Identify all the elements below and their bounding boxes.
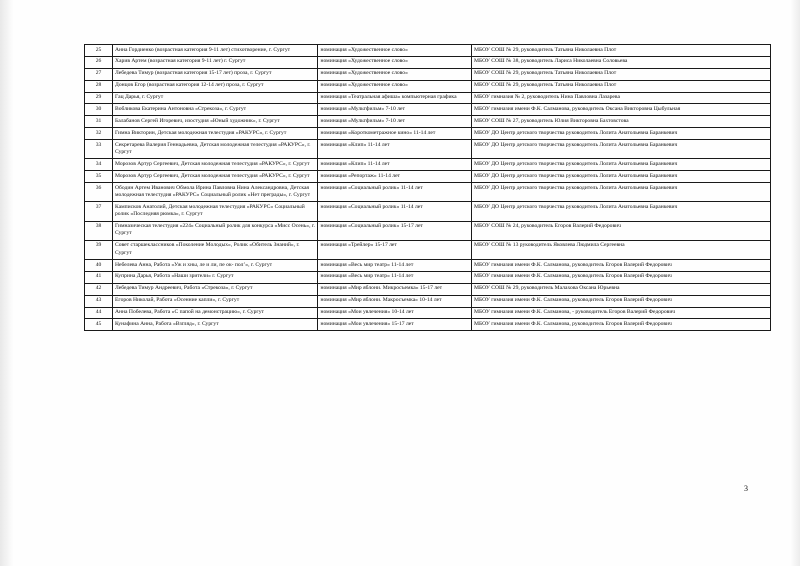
organization-cell: МБОУ ДО Центр детского творчества руководитель Лолита Анатольевна Баранкевич [471,202,771,221]
row-number: 34 [85,159,113,171]
nomination-cell: номинация «Клип» 11-14 лет [318,140,472,159]
participant-name-cell: Морозов Артур Сергеевич, Детская молодежная телестудия «РАКУРС», г. Сургут [112,171,318,183]
participant-name-cell: Ободин Артем Иванович Обмола Ирина Павловна Нина Александровна, Детская молодежная телестудия «РАКУРС» Социальный ролик «Нет преграды», г. Сургут [112,183,318,202]
row-number: 25 [85,45,113,57]
table-row [85,140,771,159]
table-row [85,128,771,140]
participant-name-cell: Гац Дарья, г. Сургут [112,92,318,104]
table-row [85,183,771,202]
participant-name-cell: Егоров Николай, Работа «Осенние капли», г. Сургут [112,295,318,307]
nomination-cell: номинация «Репортаж» 11-14 лет [318,171,472,183]
table-row [85,240,771,259]
organization-cell: МБОУ ДО Центр детского творчества руководитель Лолита Анатольевна Баранкевич [471,140,771,159]
organization-cell: МБОУ СОШ № 29, руководитель Татьяна Николаевна Плот [471,45,771,57]
row-number: 27 [85,68,113,80]
participants-table [84,44,771,331]
table-row [85,92,771,104]
participant-name-cell: Балабанов Сергей Игоревич, изостудия «Юный художник», г. Сургут [112,116,318,128]
row-number: 44 [85,307,113,319]
row-number: 31 [85,116,113,128]
table-row [85,159,771,171]
nomination-cell: номинация «Театральная афиша» компьютерная графика [318,92,472,104]
nomination-cell: номинация «Мультфильм» 7-10 лет [318,116,472,128]
row-number: 41 [85,271,113,283]
table-row [85,260,771,272]
table-row [85,171,771,183]
participant-name-cell: Харив Артем (возрастная категория 9-11 лет) г. Сургут [112,56,318,68]
table-row [85,295,771,307]
row-number: 29 [85,92,113,104]
row-number: 26 [85,56,113,68]
participant-name-cell: Анна Побелева, Работа «С папой на демонстрацию», г. Сургут [112,307,318,319]
nomination-cell: номинация «Весь мир театр» 11-14 лет [318,271,472,283]
page-number: 3 [744,484,748,493]
organization-cell: МБОУ СОШ № 29, руководитель Малахова Оксана Юрьевна [471,283,771,295]
organization-cell: МБОУ ДО Центр детского творчества руководитель Лолита Анатольевна Баранкевич [471,128,771,140]
participant-name-cell: Куприна Дарья, Работа «Наши зрители» г. Сургут [112,271,318,283]
nomination-cell: номинация «Короткометражное кино» 11-14 лет [318,128,472,140]
participant-name-cell: Донцов Егор (возрастная категория 12-14 лет) проза, г. Сургут [112,80,318,92]
nomination-cell: номинация «Мои увлечения» 10-14 лет [318,307,472,319]
nomination-cell: номинация «Художественное слово» [318,45,472,57]
participant-name-cell: Гимназическая телестудия «224» Социальный ролик для конкурса «Мисс Осень», г. Сургут [112,221,318,240]
organization-cell: МБОУ гимназия имени Ф.К. Салманова, - руководитель Егоров Валерий Федорович [471,307,771,319]
organization-cell: МБОУ гимназия имени Ф.К. Салманова, руководитель Егоров Валерий Федорович [471,271,771,283]
participant-name-cell: Вобликова Екатерина Антоновна «Стрекоза», г. Сургут [112,104,318,116]
table-row [85,104,771,116]
table-row [85,80,771,92]
table-row [85,221,771,240]
organization-cell: МБОУ гимназия имени Ф.К. Салманова, руководитель Оксана Викторовна Цыбульная [471,104,771,116]
organization-cell: МБОУ гимназия имени Ф.К. Салманова, руководитель Егоров Валерий Федорович [471,260,771,272]
row-number: 28 [85,80,113,92]
organization-cell: МБОУ СОШ № 24, руководитель Егоров Валерий Федорович [471,221,771,240]
table-row [85,307,771,319]
organization-cell: МБОУ гимназия имени Ф.К. Салманова, руководитель Егоров Валерий Федорович [471,319,771,331]
participant-name-cell: Небелева Анна, Работа «Уж и хны, ле и ли, пе ок- пол’», г. Сургут [112,260,318,272]
participant-name-cell: Секретарева Валерия Геннадьевна, Детская молодежная телестудия «РАКУРС», г. Сургут [112,140,318,159]
nomination-cell: номинация «Трейлер» 15-17 лет [318,240,472,259]
organization-cell: МБОУ СОШ № 38, руководитель Лариса Николаевна Соловьева [471,56,771,68]
nomination-cell: номинация «Социальный ролик» 15-17 лет [318,221,472,240]
participant-name-cell: Кунафина Анна, Работа «Взгляд», г. Сургут [112,319,318,331]
organization-cell: МБОУ СОШ № 29, руководитель Татьяна Николаевна Плот [471,68,771,80]
nomination-cell: номинация «Художественное слово» [318,56,472,68]
organization-cell: МБОУ ДО Центр детского творчества руководитель Лолита Анатольевна Баранкевич [471,183,771,202]
participant-name-cell: Камписков Анатолий, Детская молодежная телестудия «РАКУРС» Социальный ролик «Последняя рюмка», г. Сургут [112,202,318,221]
table-row [85,68,771,80]
page-edge-shadow-right [790,0,800,566]
row-number: 37 [85,202,113,221]
table-row [85,283,771,295]
participant-name-cell: Анна Гордиенко (возрастная категория 9-11 лет) стихотворение, г. Сургут [112,45,318,57]
row-number: 42 [85,283,113,295]
nomination-cell: номинация «Клип» 11-14 лет [318,159,472,171]
nomination-cell: номинация «Социальный ролик» 11-14 лет [318,183,472,202]
row-number: 40 [85,260,113,272]
nomination-cell: номинация «Мультфильм» 7-10 лет [318,104,472,116]
organization-cell: МБОУ ДО Центр детского творчества руководитель Лолита Анатольевна Баранкевич [471,159,771,171]
row-number: 33 [85,140,113,159]
table-row [85,56,771,68]
table-row [85,45,771,57]
organization-cell: МБОУ ДО Центр детского творчества руководитель Лолита Анатольевна Баранкевич [471,171,771,183]
row-number: 32 [85,128,113,140]
nomination-cell: номинация «Весь мир театр» 11-14 лет [318,260,472,272]
participant-name-cell: Лебедева Тимур Андреевич, Работа «Стрекоза», г. Сургут [112,283,318,295]
participant-name-cell: Совет старшеклассников «Поколение Молодых», Ролик «Обитель Знаний», г. Сургут [112,240,318,259]
nomination-cell: номинация «Мир яблони. Микросъемка» 15-17 лет [318,283,472,295]
organization-cell: МБОУ гимназия имени Ф.К. Салманова, руководитель Егоров Валерий Федорович [471,295,771,307]
table-row [85,202,771,221]
organization-cell: МБОУ гимназия № 2, руководитель Нина Павловна Лазарева [471,92,771,104]
participant-name-cell: Лебедева Тимур (возрастная категория 15-17 лет) проза, г. Сургут [112,68,318,80]
row-number: 38 [85,221,113,240]
table-row [85,116,771,128]
row-number: 43 [85,295,113,307]
organization-cell: МБОУ СОШ № 27, руководитель Юлия Викторовна Бахтовстова [471,116,771,128]
organization-cell: МБОУ СОШ № 13 руководитель Яковлева Людмила Сергеевна [471,240,771,259]
row-number: 30 [85,104,113,116]
page-edge-shadow-left [0,0,14,566]
row-number: 36 [85,183,113,202]
participant-name-cell: Морозов Артур Сергеевич, Детская молодежная телестудия «РАКУРС», г. Сургут [112,159,318,171]
row-number: 39 [85,240,113,259]
nomination-cell: номинация «Мир яблони. Макросъемка» 10-14 лет [318,295,472,307]
row-number: 45 [85,319,113,331]
nomination-cell: номинация «Художественное слово» [318,80,472,92]
nomination-cell: номинация «Художественное слово» [318,68,472,80]
table-row [85,319,771,331]
nomination-cell: номинация «Социальный ролик» 11-14 лет [318,202,472,221]
table-row [85,271,771,283]
participant-name-cell: Гимна Викторин, Детская молодежная телестудия «РАКУРС», г. Сургут [112,128,318,140]
row-number: 35 [85,171,113,183]
nomination-cell: номинация «Мои увлечения» 15-17 лет [318,319,472,331]
organization-cell: МБОУ СОШ № 29, руководитель Татьяна Николаевна Плот [471,80,771,92]
